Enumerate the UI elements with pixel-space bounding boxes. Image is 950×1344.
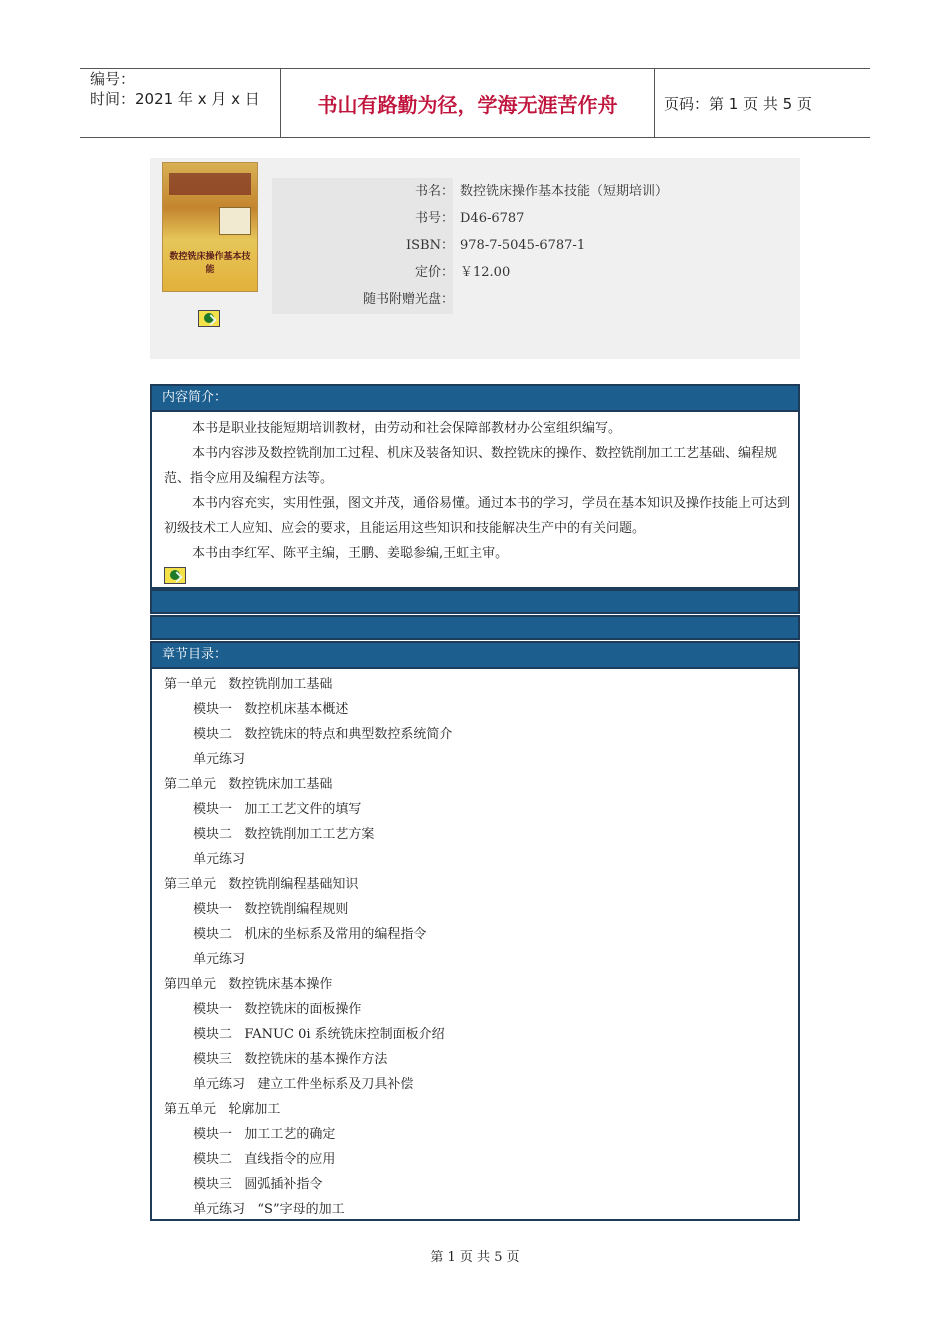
cover-title: 数控铣床操作基本技能 xyxy=(169,252,251,275)
toc-module: 模块一 数控铣削编程规则 xyxy=(193,902,349,917)
toc-panel xyxy=(150,641,800,1221)
toc-module: 模块一 数控铣床的面板操作 xyxy=(193,1002,362,1017)
toc-heading: 章节目录： xyxy=(152,643,798,669)
page-footer: 第 1 页 共 5 页 xyxy=(430,1250,520,1265)
toc-unit: 第二单元 数控铣床加工基础 xyxy=(164,777,333,792)
detail-label: 定价： xyxy=(414,265,454,280)
section-bar xyxy=(150,589,800,614)
page-info: 页码：第 1 页 共 5 页 xyxy=(664,94,812,113)
intro-paragraph: 本书由李红军、陈平主编，王鹏、姜聪参编,王虹主审。 xyxy=(192,546,509,561)
detail-row-title xyxy=(272,178,812,205)
toc-unit: 第五单元 轮廓加工 xyxy=(164,1102,281,1117)
toc-module: 单元练习 “S”字母的加工 xyxy=(193,1202,345,1217)
toc-module: 单元练习 xyxy=(193,752,246,767)
header-meta xyxy=(80,69,280,137)
number-label: 编号： xyxy=(90,70,136,88)
detail-value: 数控铣床操作基本技能（短期培训） xyxy=(460,184,669,199)
toc-module: 模块二 机床的坐标系及常用的编程指令 xyxy=(193,927,427,942)
toc-module: 模块三 圆弧插补指令 xyxy=(193,1177,323,1192)
intro-heading: 内容简介： xyxy=(152,386,798,412)
intro-panel xyxy=(150,384,800,589)
detail-row-isbn xyxy=(272,232,812,259)
toc-module: 单元练习 xyxy=(193,852,246,867)
book-details xyxy=(272,178,669,314)
motto: 书山有路勤为径，学海无涯苦作舟 xyxy=(280,69,655,137)
book-cover-image[interactable] xyxy=(162,162,258,292)
toc-unit: 第一单元 数控铣削加工基础 xyxy=(164,677,333,692)
toc-module: 模块一 加工工艺的确定 xyxy=(193,1127,336,1142)
toc-module: 模块二 数控铣床的特点和典型数控系统简介 xyxy=(193,727,453,742)
detail-row-code xyxy=(272,205,812,232)
detail-label: ISBN： xyxy=(406,238,454,253)
intro-paragraph: 本书是职业技能短期培训教材，由劳动和社会保障部教材办公室组织编写。 xyxy=(192,421,622,436)
time-label: 时间：2021 年 x 月 x 日 xyxy=(90,90,260,108)
document-header xyxy=(80,68,870,138)
detail-value: 978-7-5045-6787-1 xyxy=(460,238,586,253)
toc-list xyxy=(152,669,798,1222)
toc-module: 模块一 数控机床基本概述 xyxy=(193,702,349,717)
toc-module: 单元练习 建立工件坐标系及刀具补偿 xyxy=(193,1077,414,1092)
intro-paragraph: 本书内容充实，实用性强，图文并茂，通俗易懂。通过本书的学习，学员在基本知识及操作技能上可达到初级技术工人应知、应会的要求，且能运用这些知识和技能解决生产中的有关问题。 xyxy=(164,496,791,536)
toc-module: 模块一 加工工艺文件的填写 xyxy=(193,802,362,817)
detail-row-disc xyxy=(272,286,812,313)
detail-label: 书名： xyxy=(414,184,454,199)
detail-value: ￥12.00 xyxy=(460,265,511,280)
cover-seal xyxy=(219,207,251,235)
book-info-section xyxy=(150,158,800,359)
toc-module: 模块二 直线指令的应用 xyxy=(193,1152,336,1167)
intro-body xyxy=(152,412,798,584)
detail-value: D46-6787 xyxy=(460,211,525,226)
detail-label: 书号： xyxy=(414,211,454,226)
toc-unit: 第四单元 数控铣床基本操作 xyxy=(164,977,333,992)
toc-module: 模块二 数控铣削加工工艺方案 xyxy=(193,827,375,842)
detail-label: 随书附赠光盘： xyxy=(362,292,454,307)
go-arrow-icon[interactable] xyxy=(164,567,186,584)
cover-band xyxy=(169,173,251,195)
intro-paragraph: 本书内容涉及数控铣削加工过程、机床及装备知识、数控铣床的操作、数控铣削加工工艺基础、编程规范、指令应用及编程方法等。 xyxy=(164,446,778,486)
section-bar xyxy=(150,615,800,640)
toc-module: 模块二 FANUC 0i 系统铣床控制面板介绍 xyxy=(193,1027,445,1042)
toc-module: 单元练习 xyxy=(193,952,246,967)
detail-row-price xyxy=(272,259,812,286)
toc-unit: 第三单元 数控铣削编程基础知识 xyxy=(164,877,359,892)
go-arrow-icon[interactable] xyxy=(198,310,220,327)
toc-module: 模块三 数控铣床的基本操作方法 xyxy=(193,1052,388,1067)
